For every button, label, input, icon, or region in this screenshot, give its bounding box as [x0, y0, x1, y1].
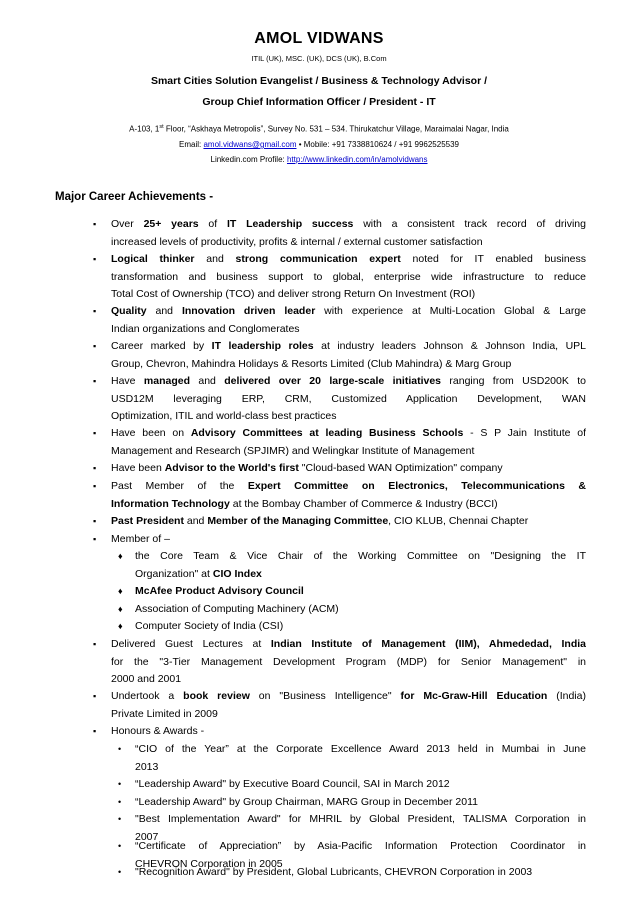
email-link[interactable]: amol.vidwans@gmail.com	[203, 140, 297, 149]
text-run: Innovation driven leader	[181, 305, 316, 317]
text-run: "Recognition Award" by President, Global Lubricants, CHEVRON Corporation in 2003	[135, 866, 533, 878]
text-run: Member of –	[111, 533, 170, 545]
list-item-line	[135, 548, 586, 566]
dot-bullet-icon: •	[118, 867, 122, 877]
text-run: "Cloud-based WAN Optimization" company	[298, 462, 503, 474]
list-item-line	[111, 654, 586, 672]
text-run: Quality	[111, 305, 147, 317]
list-item-line	[111, 531, 586, 549]
text-run: Indian organizations and Conglomerates	[111, 322, 300, 335]
dot-bullet-icon: •	[118, 841, 122, 851]
text-run: CIO Index	[212, 567, 262, 580]
text-run: and	[194, 253, 236, 265]
text-run: Information Technology	[111, 497, 230, 510]
list-item	[111, 723, 586, 741]
text-run: IT Leadership success	[226, 218, 354, 230]
list-item-line	[111, 425, 586, 443]
text-run: on "Business Intelligence"	[249, 690, 401, 702]
list-item-line	[111, 496, 586, 514]
dot-bullet-icon: •	[118, 744, 122, 754]
qualifications: ITIL (UK), MSC. (UK), DCS (UK), B.Com	[251, 54, 387, 63]
text-run: delivered over 20 large-scale initiatives	[224, 375, 442, 387]
list-item-line	[111, 216, 586, 234]
candidate-name: AMOL VIDWANS	[254, 30, 384, 47]
list-item	[111, 251, 586, 304]
address-superscript: st	[159, 124, 164, 130]
list-item	[135, 794, 586, 812]
diamond-bullet-icon: ♦	[118, 551, 123, 561]
text-run: of	[198, 218, 227, 230]
text-run: at industry leaders Johnson & Johnson India, UPL	[313, 340, 586, 352]
text-run: "Best Implementation Award" for MHRIL by Global President, TALISMA Corporation in	[135, 813, 586, 825]
mobile-numbers: • Mobile: +91 7338810624 / +91 9962525539	[296, 140, 459, 149]
square-bullet-icon: ▪	[93, 691, 97, 701]
diamond-bullet-icon: ♦	[118, 586, 123, 596]
text-run: (India)	[547, 690, 586, 702]
text-run: “CIO of the Year” at the Corporate Excellence Award 2013 held in Mumbai in June	[135, 743, 586, 755]
text-run: CHEVRON Corporation in 2005	[135, 857, 283, 870]
list-item-line	[111, 671, 586, 689]
list-item-line	[111, 408, 586, 426]
square-bullet-icon: ▪	[93, 428, 97, 438]
linkedin-link[interactable]: http://www.linkedin.com/in/amolvidwans	[286, 155, 428, 164]
square-bullet-icon: ▪	[93, 463, 97, 473]
text-run: Expert Committee on Electronics, Telecommunications &	[247, 480, 586, 492]
list-item	[135, 776, 586, 794]
list-item	[111, 636, 586, 689]
text-run: and	[190, 375, 225, 387]
list-item-line	[135, 794, 586, 812]
text-run: book review	[183, 690, 250, 702]
text-run: Management and Research (SPJIMR) and Welingkar Institute of Management	[111, 444, 475, 457]
text-run: 2000 and 2001	[111, 673, 182, 685]
square-bullet-icon: ▪	[93, 341, 97, 351]
text-run: - S P Jain Institute of	[463, 427, 586, 439]
list-item-line	[135, 838, 586, 856]
list-item-line	[111, 688, 586, 706]
list-item-line	[111, 513, 586, 531]
list-item-line	[111, 321, 586, 339]
dot-bullet-icon: •	[118, 779, 122, 789]
list-item-line	[111, 478, 586, 496]
text-run: managed	[143, 375, 190, 387]
diamond-bullet-icon: ♦	[118, 621, 123, 631]
list-item	[111, 688, 586, 723]
list-item-line	[135, 776, 586, 794]
text-run: strong communication expert	[235, 253, 401, 265]
job-title-line-2: Group Chief Information Officer / President - IT	[202, 96, 436, 108]
list-item-line	[111, 460, 586, 478]
text-run: and	[183, 515, 208, 527]
list-item-line	[135, 583, 586, 601]
square-bullet-icon: ▪	[93, 376, 97, 386]
list-item-line	[111, 356, 586, 374]
square-bullet-icon: ▪	[93, 306, 97, 316]
section-title: Major Career Achievements -	[55, 191, 214, 203]
text-run: increased levels of productivity, profits & internal / external customer satisfaction	[111, 235, 483, 248]
list-item-line	[111, 373, 586, 391]
list-item-line	[111, 706, 586, 724]
square-bullet-icon: ▪	[93, 516, 97, 526]
list-item-line	[111, 251, 586, 269]
square-bullet-icon: ▪	[93, 481, 97, 491]
text-run: IT leadership roles	[211, 340, 314, 352]
text-run: with a consistent track record of driving	[353, 218, 586, 230]
text-run: transformation and business support to global, enterprise wide infrastructure to reduce	[111, 270, 586, 283]
text-run: Advisory Committees at leading Business Schools	[190, 427, 464, 439]
list-item-line	[135, 864, 586, 882]
list-item	[111, 460, 586, 478]
list-item-line	[135, 618, 586, 636]
text-run: ranging from USD200K to	[441, 375, 586, 387]
text-run: “Leadership Award" by Group Chairman, MARG Group in December 2011	[135, 796, 479, 808]
text-run: Have been on	[111, 427, 191, 439]
text-run: “Leadership Award" by Executive Board Council, SAI in March 2012	[135, 778, 450, 790]
text-run: Have been	[111, 462, 165, 474]
list-item-line	[111, 338, 586, 356]
text-run: 2013	[135, 760, 159, 773]
text-run: Association of Computing Machinery (ACM)	[135, 603, 339, 615]
list-item	[111, 531, 586, 549]
list-item	[135, 601, 586, 619]
list-item-line	[111, 303, 586, 321]
text-run: Honours & Awards -	[111, 725, 205, 737]
list-item-line	[111, 636, 586, 654]
list-item	[135, 583, 586, 601]
list-item-line	[111, 443, 586, 461]
list-item	[111, 338, 586, 373]
text-run: Undertook a	[111, 690, 184, 702]
text-run: USD12M leveraging ERP, CRM, Customized Application Development, WAN	[111, 392, 586, 405]
text-run: Career marked by	[111, 340, 212, 352]
text-run: with experience at Multi-Location Global & Large	[315, 305, 586, 317]
list-item-line	[135, 741, 586, 759]
list-item-line	[135, 759, 586, 777]
text-run: Have	[111, 375, 144, 387]
text-run: Delivered Guest Lectures at	[111, 638, 271, 650]
dot-bullet-icon: •	[118, 814, 122, 824]
text-run: Over	[111, 218, 144, 230]
list-item-line	[111, 286, 586, 304]
list-item	[111, 513, 586, 531]
text-run: Past President	[111, 515, 184, 527]
text-run: the Core Team & Vice Chair of the Working Committee on "Designing the IT	[135, 550, 586, 562]
list-item	[135, 864, 586, 882]
text-run: Private Limited in 2009	[111, 707, 218, 720]
dot-bullet-icon: •	[118, 797, 122, 807]
list-item	[135, 741, 586, 776]
list-item	[111, 373, 586, 426]
text-run: and	[146, 305, 182, 317]
list-item	[135, 618, 586, 636]
linkedin-line	[0, 155, 638, 164]
list-item	[135, 548, 586, 583]
list-item-line	[111, 723, 586, 741]
text-run: Group, Chevron, Mahindra Holidays & Resorts Limited (Club Mahindra) & Marg Group	[111, 357, 512, 370]
text-run: for the "3-Tier Management Development Program (MDP) for Senior Management" in	[111, 655, 586, 668]
text-run: Optimization, ITIL and world-class best practices	[111, 410, 337, 422]
square-bullet-icon: ▪	[93, 219, 97, 229]
list-item-line	[111, 269, 586, 287]
text-run: Member of the Managing Committee	[207, 515, 389, 527]
address-end: Floor, “Askhaya Metropolis”, Survey No. 531 – 534. Thirukatchur Village, Maraimalai Nagar, India	[163, 124, 509, 134]
list-item-line	[135, 566, 586, 584]
text-run: Advisor to the World's first	[164, 462, 299, 474]
job-title-line-1: Smart Cities Solution Evangelist / Business & Technology Advisor /	[150, 75, 488, 87]
list-item-line	[135, 601, 586, 619]
text-run: Past Member of the	[111, 480, 248, 492]
list-item	[111, 216, 586, 251]
contact-line	[0, 140, 638, 149]
square-bullet-icon: ▪	[93, 639, 97, 649]
text-run: Logical thinker	[111, 253, 195, 265]
address-start: A-103, 1	[129, 124, 160, 134]
linkedin-label: Linkedin.com Profile:	[210, 155, 287, 164]
square-bullet-icon: ▪	[93, 534, 97, 544]
list-item-line	[111, 391, 586, 409]
text-run: Indian Institute of Management (IIM), Ahmededad, India	[270, 638, 586, 650]
text-run: Total Cost of Ownership (TCO) and deliver strong Return On Investment (ROI)	[111, 288, 476, 300]
text-run: , CIO KLUB, Chennai Chapter	[388, 515, 529, 527]
text-run: 25+ years	[143, 218, 199, 230]
address	[0, 124, 638, 134]
list-item	[111, 478, 586, 513]
text-run: 2007	[135, 830, 159, 843]
text-run: at the Bombay Chamber of Commerce & Industry (BCCI)	[229, 497, 498, 510]
square-bullet-icon: ▪	[93, 726, 97, 736]
list-item	[111, 425, 586, 460]
text-run: Organization" at	[135, 567, 213, 580]
email-label: Email:	[179, 140, 204, 149]
square-bullet-icon: ▪	[93, 254, 97, 264]
text-run: noted for IT enabled business	[400, 253, 586, 265]
text-run: for Mc-Graw-Hill Education	[400, 690, 548, 702]
text-run: Computer Society of India (CSI)	[135, 620, 284, 632]
list-item-line	[111, 234, 586, 252]
diamond-bullet-icon: ♦	[118, 604, 123, 614]
list-item	[111, 303, 586, 338]
text-run: McAfee Product Advisory Council	[135, 585, 304, 597]
list-item-line	[135, 811, 586, 829]
text-run: “Certificate of Appreciation” by Asia-Pacific Information Protection Coordinator in	[135, 840, 586, 852]
